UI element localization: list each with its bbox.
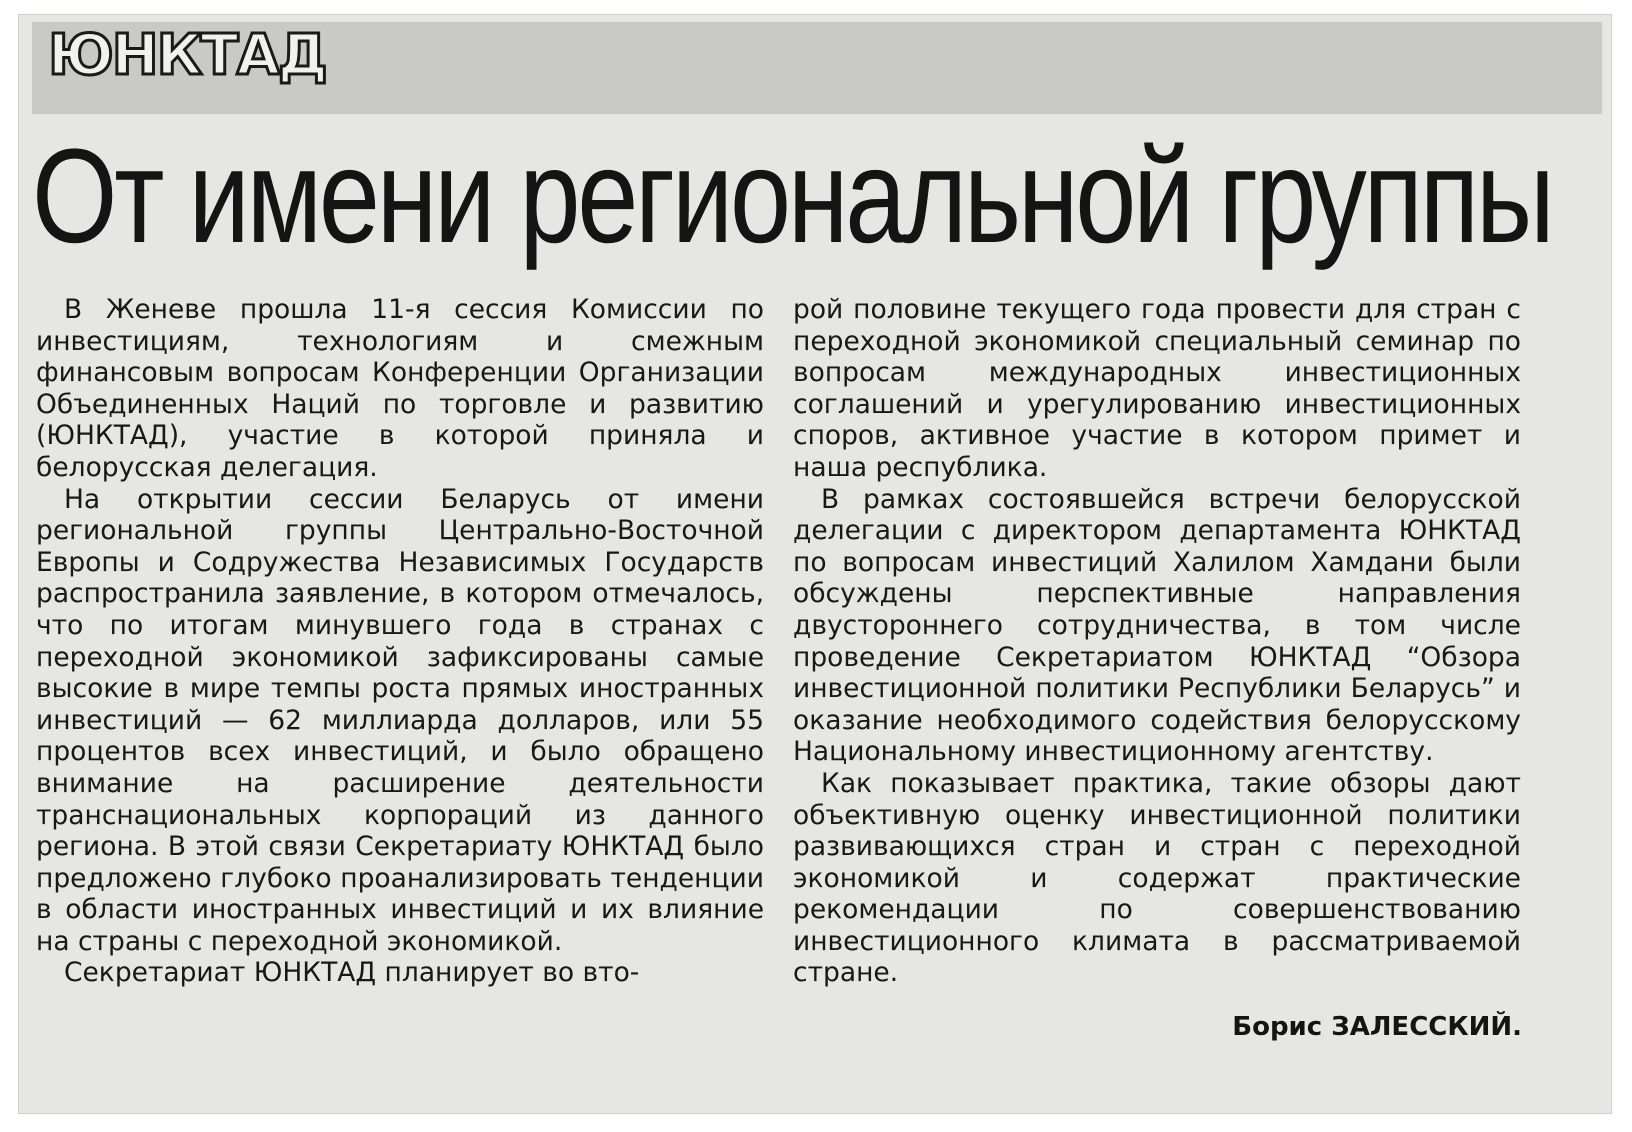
paragraph: В рамках состоявшейся встречи белорусской делегации с директором департамента ЮНКТАД по вопросам инвестиций Халилом Хамдани были обсуждены перспективные направления двустороннего сотрудничества, в том числе проведение Секретариатом ЮНКТАД “Обзора инвестиционной политики Республики Беларусь” и оказание необходимого содействия белорусскому Национальному инвестиционному агентству. [793, 483, 1521, 768]
paragraph: На открытии сессии Беларусь от имени региональной группы Центрально-Восточной Европы и Содружества Независимых Государств распространила заявление, в котором отмечалось, что по итогам минувшего года в странах с переходной экономикой зафиксированы самые высокие в мире темпы роста прямых иностранных инвестиций — 62 миллиарда долларов, или 55 процентов всех инвестиций, и было обращено внимание на расширение деятельности транснациональных корпораций из данного региона. В этой связи Секретариату ЮНКТАД было предложено глубоко проанализировать тенденции в области иностранных инвестиций и их влияние на страны с переходной экономикой. [36, 483, 764, 957]
newspaper-clipping [18, 14, 1612, 1114]
paragraph: Как показывает практика, такие обзоры дают объективную оценку инвестиционной политики развивающихся стран и стран с переходной экономикой и содержат практические рекомендации по совершенствованию инвестиционного климата в рассматриваемой стране. [793, 767, 1521, 989]
rubric-label: ЮНКТАД [48, 23, 326, 88]
article-headline: От имени региональной группы [32, 122, 1552, 271]
author-byline: Борис ЗАЛЕССКИЙ. [1232, 1012, 1522, 1042]
article-column-left [36, 294, 764, 989]
rubric-band [32, 22, 1602, 114]
paragraph: Секретариат ЮНКТАД планирует во вто- [64, 957, 640, 989]
article-column-right [793, 294, 1521, 989]
paragraph: В Женеве прошла 11-я сессия Комиссии по инвестициям, технологиям и смежным финансовым вопросам Конференции Организации Объединенных Наций по торговле и развитию (ЮНКТАД), участие в которой приняла и белорусская делегация. [36, 294, 764, 483]
paragraph: рой половине текущего года провести для стран с переходной экономикой специальный семинар по вопросам международных инвестиционных соглашений и урегулированию инвестиционных споров, активное участие в котором примет и наша республика. [793, 294, 1521, 483]
